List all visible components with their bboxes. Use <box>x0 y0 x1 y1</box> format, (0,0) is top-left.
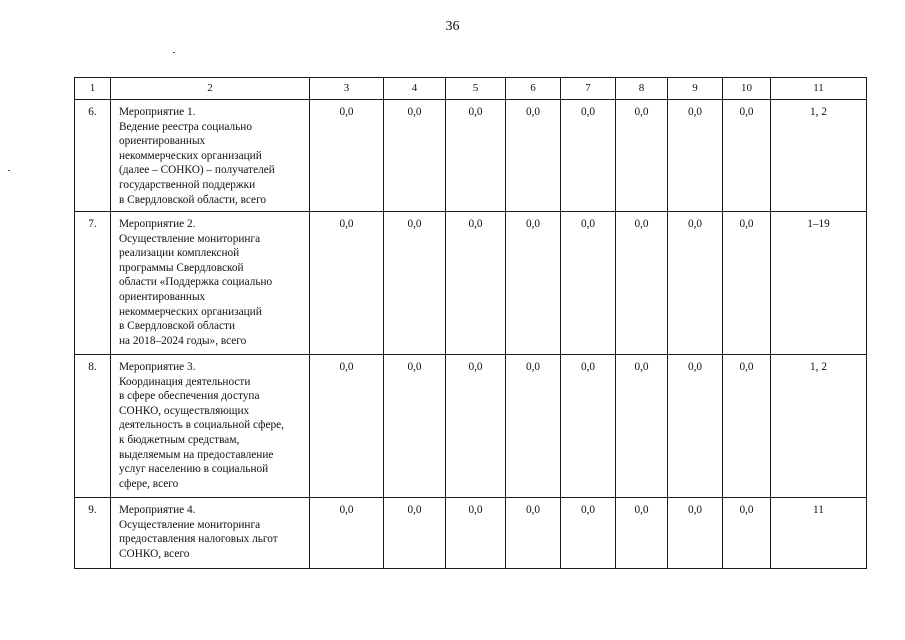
column-number: 8 <box>616 78 668 100</box>
value-cell: 0,0 <box>723 212 771 355</box>
activity-title-line: некоммерческих организаций <box>119 305 262 318</box>
activity-title <box>111 212 310 355</box>
value-cell: 0,0 <box>561 498 616 569</box>
activity-title-line: услуг населению в социальной <box>119 463 269 476</box>
activity-title-line: некоммерческих организаций <box>119 149 262 162</box>
scan-speck <box>8 170 10 171</box>
activity-title-line: деятельность в социальной сфере, <box>119 419 284 432</box>
value-cell: 0,0 <box>723 100 771 212</box>
table-row <box>75 100 867 212</box>
row-number: 7. <box>75 212 111 355</box>
column-numbers-row <box>75 78 867 100</box>
target-indicators-cell: 11 <box>771 498 867 569</box>
value-cell: 0,0 <box>506 100 561 212</box>
program-activities-table <box>74 77 867 569</box>
column-number: 3 <box>310 78 384 100</box>
value-cell: 0,0 <box>310 212 384 355</box>
value-cell: 0,0 <box>310 498 384 569</box>
row-number: 9. <box>75 498 111 569</box>
value-cell: 0,0 <box>506 498 561 569</box>
activity-title-line: Мероприятие 3. <box>119 361 196 373</box>
value-cell: 0,0 <box>506 355 561 498</box>
activity-title-line: области «Поддержка социально <box>119 276 273 289</box>
activity-title-line: предоставления налоговых льгот <box>119 533 278 546</box>
activity-title-line: сфере, всего <box>119 477 179 490</box>
activity-title-line: Мероприятие 2. <box>119 218 196 230</box>
column-number: 9 <box>668 78 723 100</box>
value-cell: 0,0 <box>616 498 668 569</box>
value-cell: 0,0 <box>384 355 446 498</box>
activity-title-line: Мероприятие 1. <box>119 106 196 118</box>
activity-title <box>111 355 310 498</box>
activity-title-line: Осуществление мониторинга <box>119 232 261 245</box>
value-cell: 0,0 <box>310 100 384 212</box>
value-cell: 0,0 <box>561 355 616 498</box>
value-cell: 0,0 <box>668 100 723 212</box>
activity-title-line: СОНКО, осуществляющих <box>119 404 250 417</box>
activity-title <box>111 498 310 569</box>
value-cell: 0,0 <box>723 498 771 569</box>
activity-title-line: Ведение реестра социально <box>119 120 252 133</box>
value-cell: 0,0 <box>310 355 384 498</box>
value-cell: 0,0 <box>668 355 723 498</box>
activity-title-line: ориентированных <box>119 290 206 303</box>
value-cell: 0,0 <box>446 212 506 355</box>
column-number: 1 <box>75 78 111 100</box>
value-cell: 0,0 <box>561 212 616 355</box>
column-number: 5 <box>446 78 506 100</box>
value-cell: 0,0 <box>616 100 668 212</box>
value-cell: 0,0 <box>616 212 668 355</box>
value-cell: 0,0 <box>616 355 668 498</box>
page-number: 36 <box>445 19 460 34</box>
activity-title-line: к бюджетным средствам, <box>119 433 240 446</box>
activity-title-line: государственной поддержки <box>119 178 256 191</box>
value-cell: 0,0 <box>506 212 561 355</box>
value-cell: 0,0 <box>668 212 723 355</box>
value-cell: 0,0 <box>446 355 506 498</box>
activity-title-line: реализации комплексной <box>119 247 240 260</box>
target-indicators-cell: 1, 2 <box>771 355 867 498</box>
column-number: 10 <box>723 78 771 100</box>
activity-title-line: ориентированных <box>119 135 206 148</box>
activity-title-line: на 2018–2024 годы», всего <box>119 334 247 347</box>
table-row <box>75 498 867 569</box>
value-cell: 0,0 <box>561 100 616 212</box>
value-cell: 0,0 <box>384 212 446 355</box>
column-number: 2 <box>111 78 310 100</box>
activity-title-line: СОНКО, всего <box>119 547 190 560</box>
value-cell: 0,0 <box>384 100 446 212</box>
column-number: 4 <box>384 78 446 100</box>
activity-title-line: (далее – СОНКО) – получателей <box>119 164 275 177</box>
column-number: 11 <box>771 78 867 100</box>
activity-title-line: Мероприятие 4. <box>119 504 196 516</box>
activity-title-line: в сфере обеспечения доступа <box>119 390 260 403</box>
scan-speck <box>173 52 175 53</box>
activity-title-line: Осуществление мониторинга <box>119 518 261 531</box>
value-cell: 0,0 <box>446 498 506 569</box>
table-row <box>75 355 867 498</box>
activity-title <box>111 100 310 212</box>
activity-title-line: выделяемым на предоставление <box>119 448 274 461</box>
activity-title-line: в Свердловской области, всего <box>119 193 267 206</box>
target-indicators-cell: 1, 2 <box>771 100 867 212</box>
value-cell: 0,0 <box>446 100 506 212</box>
activity-title-line: Координация деятельности <box>119 375 251 388</box>
row-number: 8. <box>75 355 111 498</box>
column-number: 7 <box>561 78 616 100</box>
target-indicators-cell: 1–19 <box>771 212 867 355</box>
activity-title-line: программы Свердловской <box>119 261 244 274</box>
value-cell: 0,0 <box>384 498 446 569</box>
value-cell: 0,0 <box>668 498 723 569</box>
value-cell: 0,0 <box>723 355 771 498</box>
table-row <box>75 212 867 355</box>
row-number: 6. <box>75 100 111 212</box>
activity-title-line: в Свердловской области <box>119 320 235 333</box>
column-number: 6 <box>506 78 561 100</box>
